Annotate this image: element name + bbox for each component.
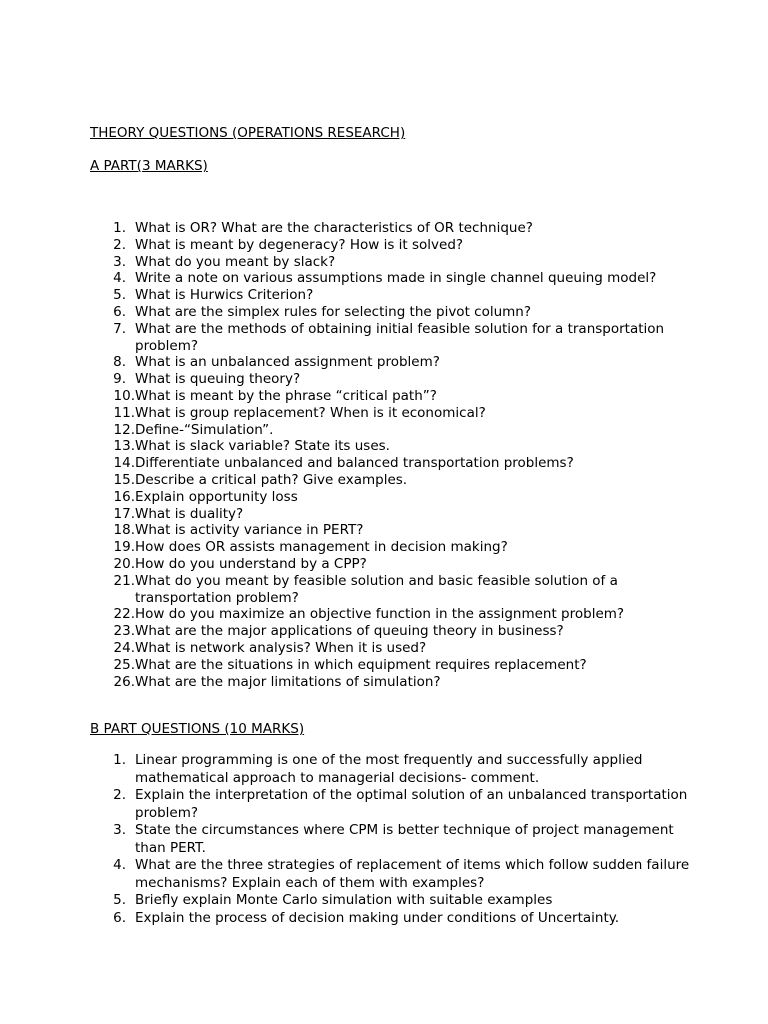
question-number: 4. bbox=[113, 857, 126, 873]
question-number: 16. bbox=[113, 488, 135, 505]
question-text: What is meant by degeneracy? How is it solved? bbox=[135, 236, 464, 253]
list-item bbox=[90, 405, 690, 422]
list-item bbox=[90, 822, 690, 857]
question-number: 11. bbox=[113, 404, 135, 421]
question-text: What are the major limitations of simulation? bbox=[135, 673, 441, 690]
question-text: What is group replacement? When is it economical? bbox=[135, 404, 486, 421]
question-text: What is queuing theory? bbox=[135, 371, 301, 388]
question-text: What are the simplex rules for selecting the pivot column? bbox=[135, 303, 532, 320]
list-item bbox=[90, 287, 690, 304]
part-b-question-list bbox=[90, 752, 690, 927]
question-number: 1. bbox=[113, 752, 126, 768]
question-number: 24. bbox=[113, 639, 135, 656]
question-number: 20. bbox=[113, 555, 135, 572]
question-text: What is duality? bbox=[135, 505, 244, 522]
question-text: What is an unbalanced assignment problem? bbox=[135, 354, 440, 371]
question-text: Describe a critical path? Give examples. bbox=[135, 471, 408, 488]
question-text: What is slack variable? State its uses. bbox=[135, 438, 390, 455]
question-number: 1. bbox=[113, 220, 126, 236]
question-text: What are the major applications of queuing theory in business? bbox=[135, 623, 564, 640]
question-text: What are the methods of obtaining initial feasible solution for a transportation problem? bbox=[135, 320, 665, 354]
question-number: 6. bbox=[113, 303, 126, 320]
question-number: 4. bbox=[113, 270, 126, 287]
question-text: Explain opportunity loss bbox=[135, 488, 298, 505]
part-b-heading: B PART QUESTIONS (10 MARKS) bbox=[90, 721, 305, 737]
list-item bbox=[90, 489, 690, 506]
question-text: What do you meant by feasible solution and basic feasible solution of a transportation problem? bbox=[135, 572, 618, 606]
list-item bbox=[90, 438, 690, 455]
question-text: What are the three strategies of replacement of items which follow sudden failure mechanisms? Explain each of them with examples? bbox=[135, 857, 690, 891]
question-number: 15. bbox=[113, 471, 135, 488]
question-text: Explain the process of decision making under conditions of Uncertainty. bbox=[135, 909, 620, 926]
question-number: 10. bbox=[113, 387, 135, 404]
list-item bbox=[90, 573, 690, 607]
question-number: 3. bbox=[113, 253, 126, 270]
list-item bbox=[90, 522, 690, 539]
question-number: 9. bbox=[113, 371, 126, 388]
list-item bbox=[90, 455, 690, 472]
question-number: 26. bbox=[113, 673, 135, 690]
list-item bbox=[90, 606, 690, 623]
question-number: 23. bbox=[113, 623, 135, 640]
list-item bbox=[90, 220, 690, 237]
list-item bbox=[90, 892, 690, 910]
part-a-question-list bbox=[90, 220, 690, 690]
question-text: Explain the interpretation of the optimal solution of an unbalanced transportation problem? bbox=[135, 787, 688, 821]
question-text: What is activity variance in PERT? bbox=[135, 522, 364, 539]
question-number: 17. bbox=[113, 505, 135, 522]
part-a-heading: A PART(3 MARKS) bbox=[90, 158, 208, 174]
list-item bbox=[90, 371, 690, 388]
list-item bbox=[90, 472, 690, 489]
question-number: 12. bbox=[113, 421, 135, 438]
list-item bbox=[90, 752, 690, 787]
question-number: 21. bbox=[113, 572, 135, 589]
list-item bbox=[90, 787, 690, 822]
question-number: 14. bbox=[113, 455, 135, 472]
question-number: 5. bbox=[113, 892, 126, 908]
question-text: How do you understand by a CPP? bbox=[135, 555, 367, 572]
question-text: What is meant by the phrase “critical path”? bbox=[135, 387, 437, 404]
list-item bbox=[90, 623, 690, 640]
list-item bbox=[90, 354, 690, 371]
question-text: What do you meant by slack? bbox=[135, 253, 336, 270]
question-number: 2. bbox=[113, 787, 126, 803]
question-text: State the circumstances where CPM is better technique of project management than PERT. bbox=[135, 822, 674, 856]
question-text: How does OR assists management in decision making? bbox=[135, 539, 508, 556]
list-item bbox=[90, 254, 690, 271]
question-number: 7. bbox=[113, 320, 126, 337]
list-item bbox=[90, 539, 690, 556]
list-item bbox=[90, 640, 690, 657]
question-text: Briefly explain Monte Carlo simulation with suitable examples bbox=[135, 892, 553, 908]
list-item bbox=[90, 556, 690, 573]
question-text: What is OR? What are the characteristics of OR technique? bbox=[135, 220, 533, 236]
list-item bbox=[90, 506, 690, 523]
question-text: How do you maximize an objective function in the assignment problem? bbox=[135, 606, 625, 623]
question-text: Linear programming is one of the most frequently and successfully applied mathematical approach to managerial decisions- comment. bbox=[135, 752, 643, 786]
list-item bbox=[90, 270, 690, 287]
question-number: 6. bbox=[113, 909, 126, 926]
question-text: What is network analysis? When it is used? bbox=[135, 639, 427, 656]
question-number: 25. bbox=[113, 656, 135, 673]
question-number: 13. bbox=[113, 438, 135, 455]
question-number: 5. bbox=[113, 287, 126, 304]
question-text: What are the situations in which equipment requires replacement? bbox=[135, 656, 587, 673]
question-number: 18. bbox=[113, 522, 135, 539]
question-number: 8. bbox=[113, 354, 126, 371]
list-item bbox=[90, 237, 690, 254]
question-text: Differentiate unbalanced and balanced transportation problems? bbox=[135, 455, 574, 472]
question-text: Write a note on various assumptions made in single channel queuing model? bbox=[135, 270, 657, 287]
question-number: 22. bbox=[113, 606, 135, 623]
list-item bbox=[90, 857, 690, 892]
list-item bbox=[90, 910, 690, 928]
list-item bbox=[90, 422, 690, 439]
question-number: 19. bbox=[113, 539, 135, 556]
document-title: THEORY QUESTIONS (OPERATIONS RESEARCH) bbox=[90, 125, 406, 141]
list-item bbox=[90, 304, 690, 321]
question-number: 2. bbox=[113, 236, 126, 253]
question-text: Define-“Simulation”. bbox=[135, 421, 274, 438]
question-text: What is Hurwics Criterion? bbox=[135, 287, 314, 304]
question-number: 3. bbox=[113, 822, 126, 838]
list-item bbox=[90, 657, 690, 674]
list-item bbox=[90, 674, 690, 691]
list-item bbox=[90, 321, 690, 355]
list-item bbox=[90, 388, 690, 405]
